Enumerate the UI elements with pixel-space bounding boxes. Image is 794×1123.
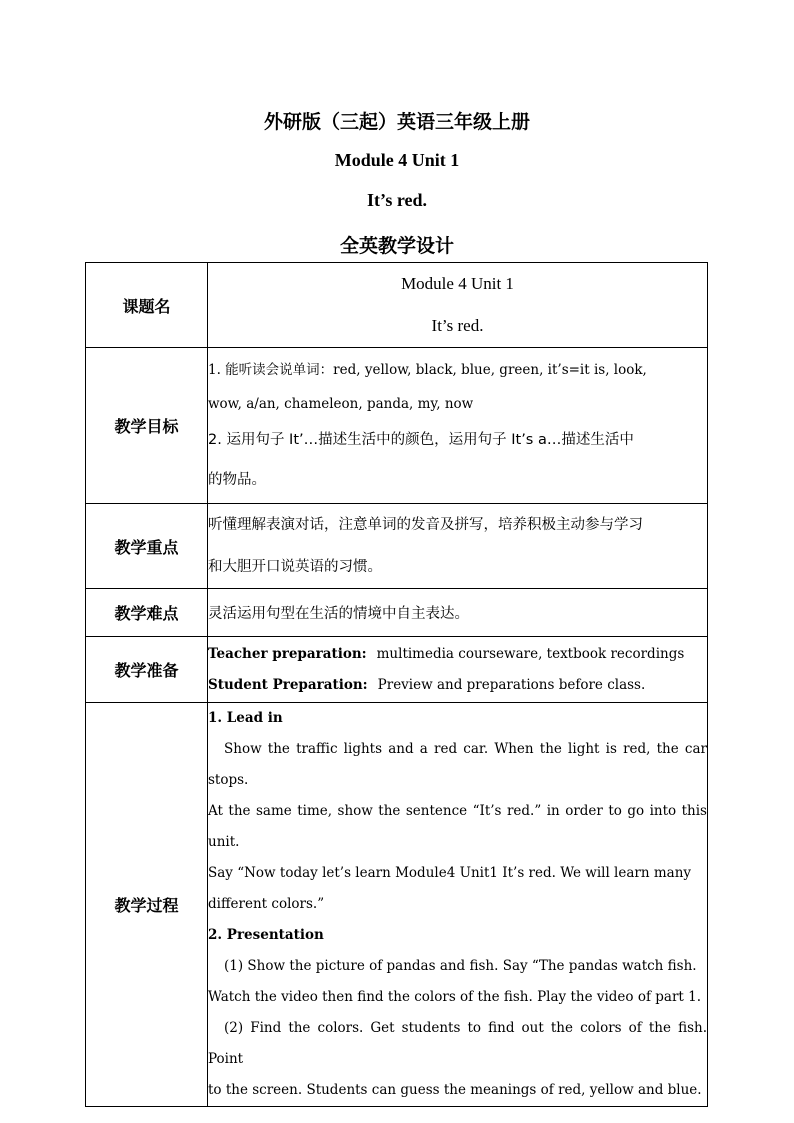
design-title: 全英教学设计 (339, 235, 454, 257)
topic-content (208, 263, 708, 348)
lead-in-heading: 1. Lead in (208, 710, 283, 726)
goals-content (208, 348, 708, 504)
lesson-plan-table (85, 262, 708, 1107)
preparation-row (86, 637, 708, 703)
goals-label: 教学目标 (86, 348, 208, 504)
teacher-preparation-line (208, 639, 707, 670)
process-content (208, 703, 708, 1107)
goals-row (86, 348, 708, 504)
difficulties-content: 灵活运用句型在生活的情境中自主表达。 (208, 589, 708, 637)
teacher-preparation-label: Teacher preparation: (208, 645, 367, 662)
goals-line-4: 的物品。 (208, 471, 266, 488)
key-points-row (86, 504, 708, 589)
module-unit-heading: Module 4 Unit 1 (334, 150, 460, 170)
preparation-label: 教学准备 (86, 637, 208, 703)
lead-in-line-3: Say “Now today let’s learn Module4 Unit1 It’s red. We will learn many (208, 865, 692, 881)
student-preparation-line (208, 670, 707, 701)
goals-line-1: 1. 能听读会说单词：red, yellow, black, blue, green, it’s=it is, look, (208, 361, 647, 378)
key-points-content (208, 504, 708, 589)
lead-in-line-1: Show the traffic lights and a red car. When the light is red, the car stops. (208, 741, 707, 788)
lesson-heading: It’s red. (367, 190, 427, 210)
goals-line-3: 2. 运用句子 It’…描述生活中的颜色，运用句子 It’s a…描述生活中 (208, 431, 634, 448)
presentation-line-2: Watch the video then find the colors of the fish. Play the video of part 1. (208, 989, 701, 1005)
topic-line-1: Module 4 Unit 1 (401, 274, 514, 293)
difficulties-label: 教学难点 (86, 589, 208, 637)
presentation-line-4: to the screen. Students can guess the meanings of red, yellow and blue. (208, 1082, 702, 1098)
key-points-line-1: 听懂理解表演对话，注意单词的发音及拼写，培养积极主动参与学习 (208, 517, 643, 533)
presentation-line-3: (2) Find the colors. Get students to find out the colors of the fish. Point (208, 1020, 707, 1067)
teacher-preparation-text: multimedia courseware, textbook recordings (376, 645, 685, 662)
goals-line-2: wow, a/an, chameleon, panda, my, now (208, 395, 474, 412)
preparation-content (208, 637, 708, 703)
key-points-line-2: 和大胆开口说英语的习惯。 (208, 559, 382, 575)
topic-line-2: It’s red. (431, 316, 484, 335)
process-row (86, 703, 708, 1107)
lead-in-line-2: At the same time, show the sentence “It’s red.” in order to go into this unit. (208, 803, 707, 850)
student-preparation-label: Student Preparation: (208, 676, 368, 693)
topic-row (86, 263, 708, 348)
lead-in-line-4: different colors.” (208, 896, 325, 912)
document-title: 外研版（三起）英语三年级上册 (263, 111, 530, 133)
difficulties-row (86, 589, 708, 637)
topic-label: 课题名 (86, 263, 208, 348)
student-preparation-text: Preview and preparations before class. (377, 676, 646, 693)
key-points-label: 教学重点 (86, 504, 208, 589)
process-label: 教学过程 (86, 703, 208, 1107)
presentation-heading: 2. Presentation (208, 927, 324, 943)
presentation-line-1: (1) Show the picture of pandas and fish. Say “The pandas watch fish. (224, 958, 697, 974)
